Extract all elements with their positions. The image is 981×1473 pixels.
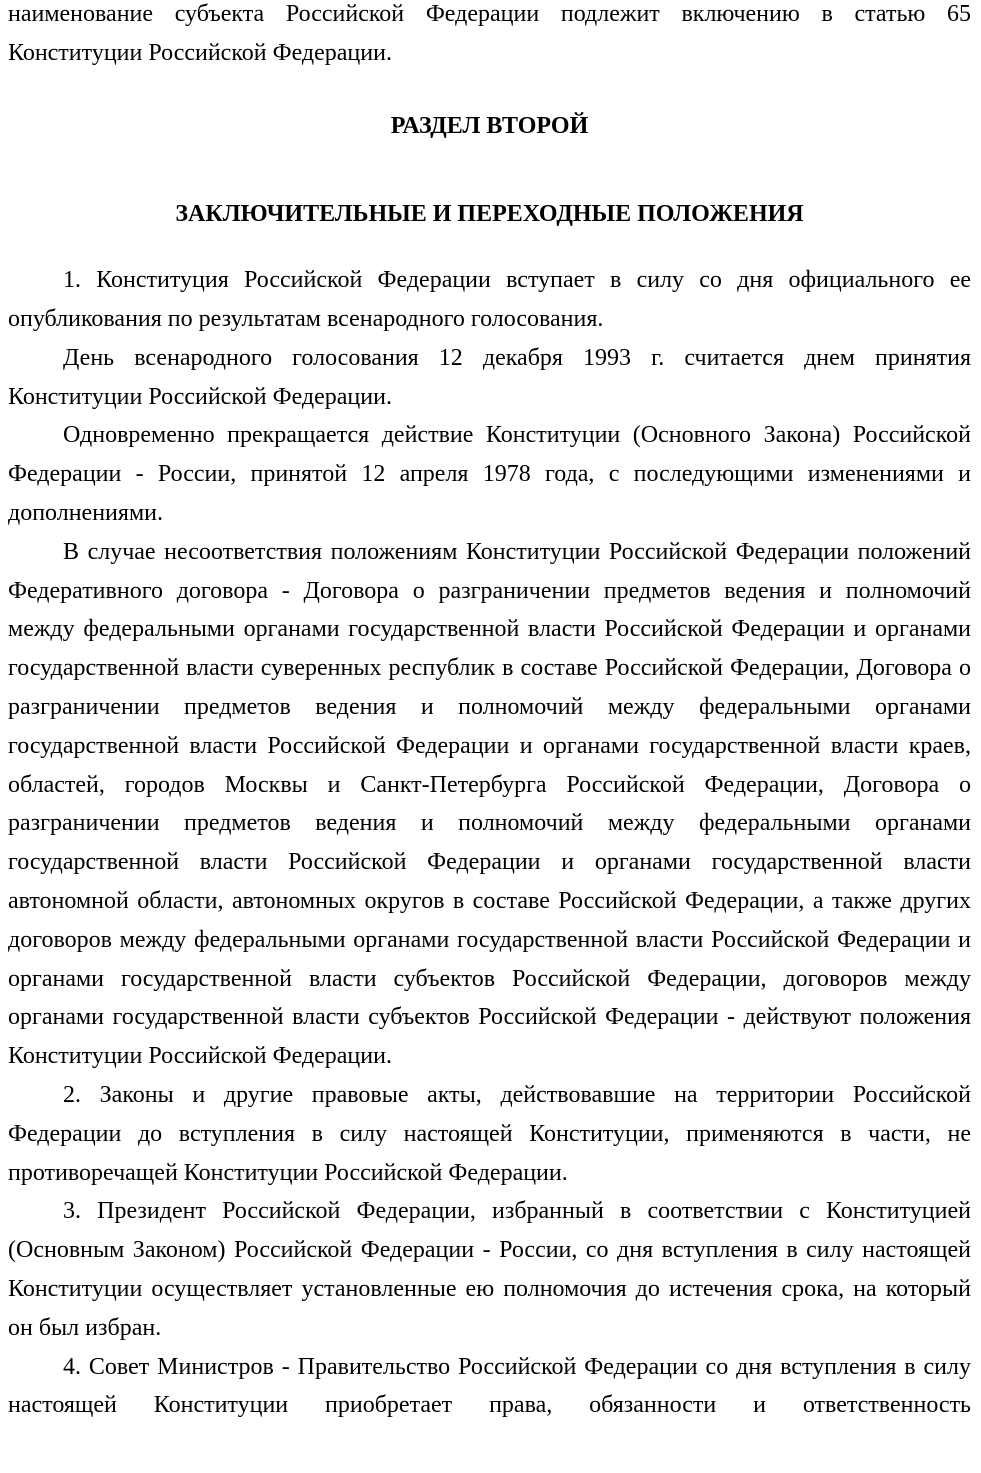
document-page bbox=[8, 0, 971, 1425]
paragraph-6: 3. Президент Российской Федерации, избранный в соответствии с Конституцией (Основным Законом) Российской Федерации - России, со дня вступления в силу настоящей Конституции осуществляет установленные ею полномочия до истечения срока, на который он был избран. bbox=[8, 1198, 971, 1341]
paragraph-7: 4. Совет Министров - Правительство Российской Федерации со дня вступления в силу настоящей Конституции приобретает права, обязанности и ответственность bbox=[8, 1353, 971, 1419]
paragraph-4: В случае несоответствия положениям Конституции Российской Федерации положений Федеративного договора - Договора о разграничении предметов ведения и полномочий между федеральными органами государственной власти Российской Федерации и органами государственной власти суверенных республик в составе Российской Федерации, Договора о разграничении предметов ведения и полномочий между федеральными органами государственной власти Российской Федерации и органами государственной власти краев, областей, городов Москвы и Санкт-Петербурга Российской Федерации, Договора о разграничении предметов ведения и полномочий между федеральными органами государственной власти Российской Федерации и органами государственной власти автономной области, автономных округов в составе Российской Федерации, а также других договоров между федеральными органами государственной власти Российской Федерации и органами государственной власти субъектов Российской Федерации, договоров между органами государственной власти субъектов Российской Федерации - действуют положения Конституции Российской Федерации. bbox=[8, 538, 971, 1070]
paragraph-3: Одновременно прекращается действие Конституции (Основного Закона) Российской Федерации - России, принятой 12 апреля 1978 года, с последующими изменениями и дополнениями. bbox=[8, 422, 971, 526]
section-title: РАЗДЕЛ ВТОРОЙ bbox=[390, 112, 589, 139]
intro-paragraph: наименование субъекта Российской Федерации подлежит включению в статью 65 Конституции Российской Федерации. bbox=[8, 1, 971, 66]
section-subtitle: ЗАКЛЮЧИТЕЛЬНЫЕ И ПЕРЕХОДНЫЕ ПОЛОЖЕНИЯ bbox=[175, 201, 804, 228]
paragraph-5: 2. Законы и другие правовые акты, действовавшие на территории Российской Федерации до вступления в силу настоящей Конституции, применяются в части, не противоречащей Конституции Российской Федерации. bbox=[8, 1081, 971, 1186]
paragraph-2: День всенародного голосования 12 декабря 1993 г. считается днем принятия Конституции Российской Федерации. bbox=[8, 344, 971, 410]
paragraph-1: 1. Конституция Российской Федерации вступает в силу со дня официального ее опубликования по результатам всенародного голосования. bbox=[8, 267, 971, 332]
